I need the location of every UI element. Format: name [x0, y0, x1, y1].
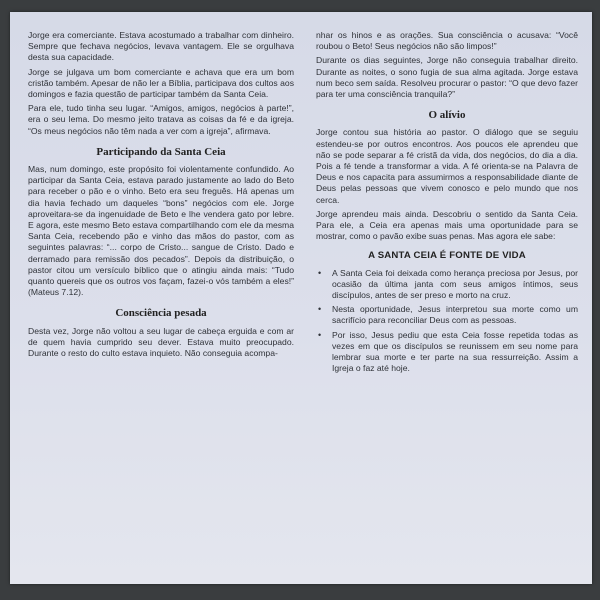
bullet-list [316, 268, 578, 375]
bullet-icon: • [318, 304, 322, 315]
list-item [316, 268, 578, 302]
paragraph: Mas, num domingo, este propósito foi violentamente confundido. Ao participar da Santa Ceia, estava parado justamente ao lado do Beto para receber o pão e o vinho. Beto era seu freguês. Há apenas um dia havia fechado um daqueles “bons” negócios com ele. Jorge aproveitara-se da ingenuidade de Beto e lhe vendera gato por lebre. E agora, este mesmo Beto estava compartilhando com ele da mesma Santa Ceia, recebendo pão e vinho das mãos do pastor, com as seguintes palavras: “... corpo de Cristo... sangue de Cristo. Dado e derramado para remissão dos pecados”. Depois da distribuição, o pastor citou um versículo bíblico que o atingiu ainda mais: “Tudo quanto quereis que os outros vos façam, fazei-o vós também a eles!” (Mateus 7.12). [28, 164, 294, 298]
section-heading: Participando da Santa Ceia [96, 145, 226, 158]
section-heading-caps: A SANTA CEIA É FONTE DE VIDA [368, 250, 526, 262]
paragraph: Jorge contou sua história ao pastor. O diálogo que se seguiu estendeu-se por outros encontros. Aos poucos ele aprendeu que não se pode separar a fé cristã da vida, dos negócios, do dia a dia. Pois a fé tende a transformar a vida. A fé orienta-se na Palavra de Deus e nos capacita para assumirmos a responsabilidade diante de Deus pelas pessoas que vivem conosco e pelo mundo que nos cerca. [316, 127, 578, 205]
leaflet-page [10, 12, 592, 584]
list-item-text: A Santa Ceia foi deixada como herança preciosa por Jesus, por ocasião da última janta com seus amigos íntimos, seus discípulos, antes de ser preso e morto na cruz. [332, 267, 578, 301]
paragraph: Durante os dias seguintes, Jorge não conseguia trabalhar direito. Durante as noites, o sono fugia de sua alma agitada. Jorge estava num beco sem saída. Resolveu procurar o pastor: “O que devo fazer para ter uma consciência tranquila?” [316, 55, 578, 100]
section-heading: O alívio [428, 109, 466, 122]
list-item [316, 304, 578, 326]
list-item-text: Por isso, Jesus pediu que esta Ceia fosse repetida todas as vezes em que os discípulos se reunissem em seu nome para lembrar sua morte e ter parte na sua ressurreição. Assim a Igreja o faz até hoje. [332, 329, 578, 374]
paragraph: Jorge era comerciante. Estava acostumado a trabalhar com dinheiro. Sempre que fechava negócios, levava vantagem. Ele se orgulhava desta sua capacidade. [28, 30, 294, 63]
paragraph: Jorge aprendeu mais ainda. Descobriu o sentido da Santa Ceia. Para ele, a Ceia era apenas mais uma oportunidade para se mostrar, como o pavão exibe suas penas. Mas agora ele sabe: [316, 208, 578, 242]
paragraph: nhar os hinos e as orações. Sua consciência o acusava: “Você roubou o Beto! Seus negócios não são limpos!” [316, 30, 578, 52]
paragraph: Para ele, tudo tinha seu lugar. “Amigos, amigos, negócios à parte!”, era o seu lema. Do mesmo jeito tratava as coisas da fé e da igreja. “Os meus negócios não têm nada a ver com a igreja”, afirmava. [28, 103, 294, 136]
left-column [28, 30, 294, 362]
paragraph: Desta vez, Jorge não voltou a seu lugar de cabeça erguida e com ar de quem havia cumprido seu dever. Estava muito preocupado. Durante o resto do culto estava inquieto. Não conseguia acompa- [28, 325, 294, 359]
right-column [316, 30, 578, 377]
bullet-icon: • [318, 267, 322, 278]
paragraph: Jorge se julgava um bom comerciante e achava que era um bom cristão também. Apesar de não ler a Bíblia, participava dos cultos aos domingos e fazia questão de participar também da Santa Ceia. [28, 66, 294, 100]
bullet-icon: • [318, 329, 322, 340]
list-item [316, 330, 578, 375]
section-heading: Consciência pesada [115, 307, 207, 320]
list-item-text: Nesta oportunidade, Jesus interpretou sua morte como um sacrifício para reconciliar Deus com as pessoas. [332, 304, 578, 326]
